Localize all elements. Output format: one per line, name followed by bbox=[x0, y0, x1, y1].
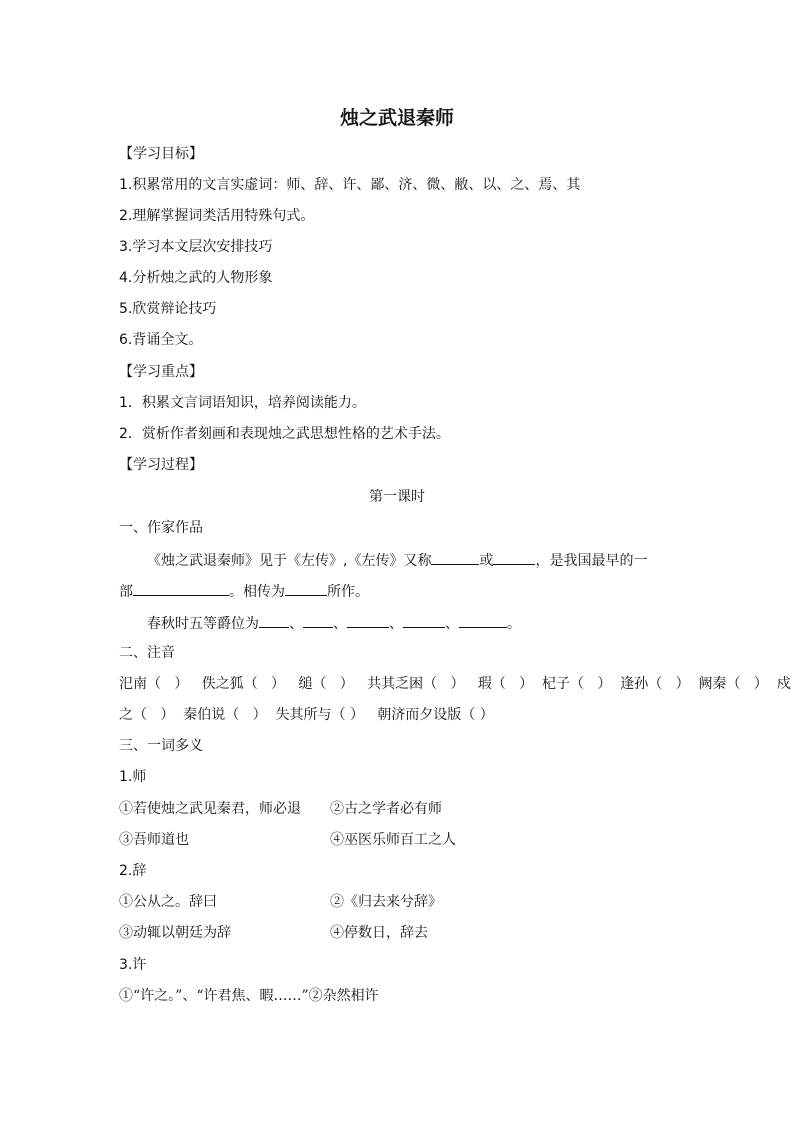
word-item: ④停数日，辞去 bbox=[330, 925, 428, 941]
process-heading: 【学习过程】 bbox=[119, 457, 203, 473]
fill-blank[interactable] bbox=[133, 582, 229, 596]
pinyin-line: 之（ ） 秦伯说（ ） 失其所与（ ） 朝济而夕设版（ ） bbox=[119, 707, 494, 723]
word-item: ②古之学者必有师 bbox=[330, 801, 442, 817]
word-heading-shi: 1.师 bbox=[119, 769, 147, 785]
word-items-row bbox=[119, 925, 679, 941]
objective-item: 6.背诵全文。 bbox=[119, 332, 203, 348]
author-paragraph-line bbox=[119, 582, 369, 600]
objective-item: 2.理解掌握词类活用特殊句式。 bbox=[119, 208, 315, 224]
fill-blank[interactable] bbox=[493, 551, 535, 565]
focus-item: 2．赏析作者刻画和表现烛之武思想性格的艺术手法。 bbox=[119, 426, 450, 442]
author-paragraph-line bbox=[147, 551, 647, 569]
word-item: ①若使烛之武见秦君，师必退 bbox=[119, 801, 301, 817]
author-text: 或 bbox=[479, 553, 494, 569]
author-text: 。相传为 bbox=[229, 584, 285, 600]
author-text: 部 bbox=[119, 584, 133, 600]
lesson-period: 第一课时 bbox=[369, 489, 425, 505]
pinyin-line: 汜南（ ） 佚之狐（ ） 缒（ ） 共其乏困（ ） 瑕（ ） 杞子（ ） 逢孙（ ） 阙秦（ ） 戍 bbox=[119, 676, 791, 692]
focus-item: 1．积累文言词语知识，培养阅读能力。 bbox=[119, 395, 366, 411]
ranks-line bbox=[147, 614, 521, 632]
objective-item: 3.学习本文层次安排技巧 bbox=[119, 239, 273, 255]
separator: 、 bbox=[445, 616, 459, 632]
author-text: ，是我国最早的一 bbox=[535, 553, 648, 569]
author-heading: 一、作家作品 bbox=[119, 520, 203, 536]
fill-blank[interactable] bbox=[403, 614, 445, 628]
word-heading-xu: 3.许 bbox=[119, 957, 147, 973]
word-items-row bbox=[119, 801, 679, 817]
objective-item: 1.积累常用的文言实虚词：师、辞、许、鄙、济、微、敝、以、之、焉、其 bbox=[119, 177, 581, 193]
ranks-text: 春秋时五等爵位为 bbox=[147, 616, 259, 632]
objective-item: 4.分析烛之武的人物形象 bbox=[119, 270, 273, 286]
separator: 、 bbox=[289, 616, 303, 632]
word-items-row bbox=[119, 894, 679, 910]
author-text: 《烛之武退秦师》见于《左传》,《左传》又称 bbox=[147, 553, 432, 569]
objective-item: 5.欣赏辩论技巧 bbox=[119, 301, 217, 317]
author-text: 所作。 bbox=[327, 584, 369, 600]
fill-blank[interactable] bbox=[459, 614, 507, 628]
word-item: ③吾师道也 bbox=[119, 832, 189, 848]
word-heading-ci: 2.辞 bbox=[119, 863, 147, 879]
word-item: ①公从之。辞曰 bbox=[119, 894, 217, 910]
objectives-heading: 【学习目标】 bbox=[119, 146, 203, 162]
pinyin-heading: 二、注音 bbox=[119, 645, 175, 661]
separator: 、 bbox=[389, 616, 403, 632]
separator: 、 bbox=[333, 616, 347, 632]
word-item: ④巫医乐师百工之人 bbox=[330, 832, 456, 848]
period-mark: 。 bbox=[507, 616, 521, 632]
fill-blank[interactable] bbox=[285, 582, 327, 596]
document-title: 烛之武退秦师 bbox=[339, 107, 454, 129]
fill-blank[interactable] bbox=[303, 614, 333, 628]
fill-blank[interactable] bbox=[259, 614, 289, 628]
polysemy-heading: 三、一词多义 bbox=[119, 738, 203, 754]
word-items-row bbox=[119, 832, 679, 848]
word-items-row: ①“许之。”、“许君焦、暇……”②杂然相许 bbox=[119, 988, 379, 1004]
fill-blank[interactable] bbox=[347, 614, 389, 628]
word-item: ②《归去来兮辞》 bbox=[330, 894, 442, 910]
word-item: ③动辄以朝廷为辞 bbox=[119, 925, 231, 941]
focus-heading: 【学习重点】 bbox=[119, 364, 203, 380]
fill-blank[interactable] bbox=[431, 551, 479, 565]
